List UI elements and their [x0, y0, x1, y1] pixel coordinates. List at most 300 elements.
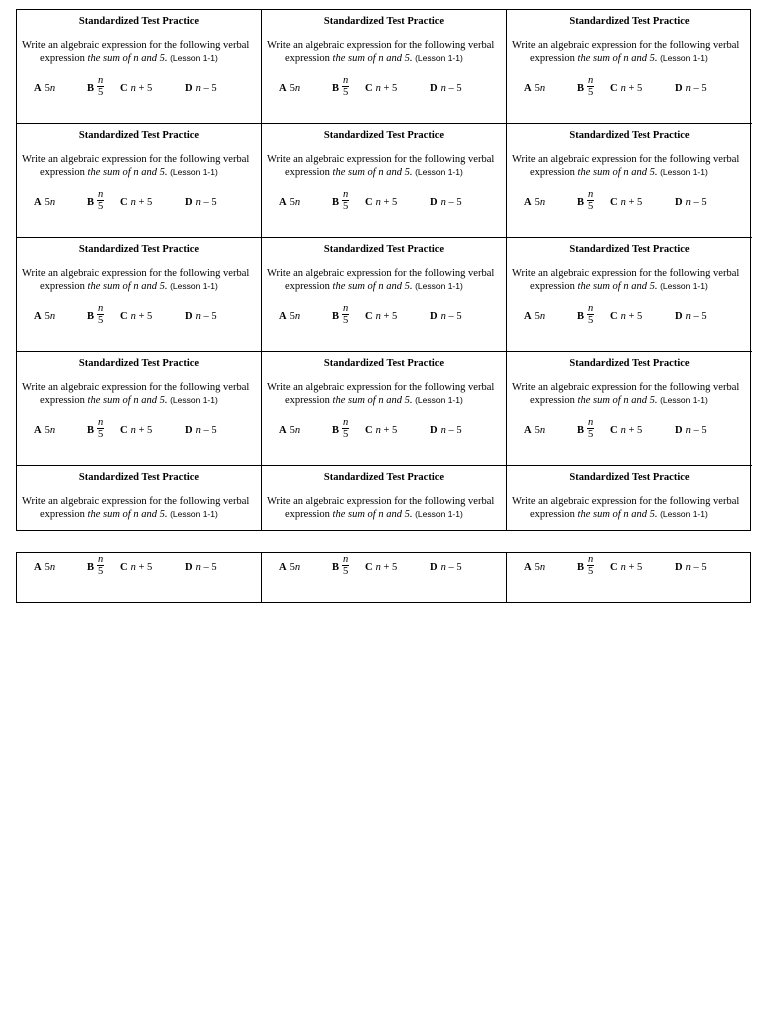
choice-c — [610, 562, 642, 573]
practice-card — [507, 466, 752, 530]
choice-a-var: n — [539, 562, 546, 573]
choice-c-rest: + 5 — [625, 83, 643, 94]
lesson-ref: (Lesson 1-1) — [415, 167, 463, 177]
practice-card — [17, 466, 262, 530]
choice-letter: C — [120, 197, 128, 208]
prompt-line2 — [512, 508, 748, 521]
choice-c — [365, 83, 397, 94]
answer-choices — [262, 304, 506, 332]
choice-a-coef: 5 — [534, 83, 540, 94]
choice-letter: D — [675, 311, 683, 322]
choice-letter: C — [120, 311, 128, 322]
card-grid — [16, 9, 751, 531]
fraction-numerator: n — [588, 554, 594, 565]
choice-a — [34, 83, 55, 94]
card-title: Standardized Test Practice — [323, 358, 445, 369]
choice-a-var: n — [294, 197, 301, 208]
choice-letter: A — [524, 83, 532, 94]
choice-letter: D — [675, 197, 683, 208]
prompt-line2 — [22, 166, 257, 179]
choice-b — [332, 417, 349, 440]
prompt-line1: Write an algebraic expression for the following verbal — [512, 40, 740, 51]
answer-choices — [507, 190, 752, 218]
choice-d-var: n — [685, 83, 691, 94]
choice-d-var: n — [195, 197, 201, 208]
answer-cell — [507, 553, 752, 602]
fraction-denominator: 5 — [588, 315, 594, 326]
choice-c-rest: + 5 — [135, 425, 153, 436]
choice-c-var: n — [620, 562, 626, 573]
answer-choices — [17, 190, 261, 218]
choice-a — [524, 425, 545, 436]
lesson-ref: (Lesson 1-1) — [660, 53, 708, 63]
choice-a-coef: 5 — [534, 562, 540, 573]
choice-letter: D — [185, 83, 193, 94]
choice-c-rest: + 5 — [380, 83, 398, 94]
fraction — [342, 417, 349, 440]
choice-letter: D — [430, 425, 438, 436]
choice-letter: C — [610, 83, 618, 94]
choice-c-rest: + 5 — [380, 197, 398, 208]
choice-a — [34, 311, 55, 322]
choice-d-rest: – 5 — [200, 311, 217, 322]
choice-d — [185, 197, 217, 208]
choice-d — [430, 83, 462, 94]
choice-b — [577, 189, 594, 212]
choice-letter: B — [577, 562, 585, 573]
fraction-denominator: 5 — [343, 315, 349, 326]
choice-c-var: n — [620, 425, 626, 436]
choice-c — [610, 425, 642, 436]
prompt-expression-word: expression — [285, 167, 333, 178]
answer-choices — [507, 418, 752, 446]
prompt-phrase: the sum of n and 5. — [332, 167, 413, 178]
choice-c-rest: + 5 — [135, 311, 153, 322]
lesson-ref: (Lesson 1-1) — [660, 167, 708, 177]
choice-a-coef: 5 — [289, 197, 295, 208]
choice-letter: D — [430, 311, 438, 322]
choice-d-var: n — [195, 83, 201, 94]
choice-letter: D — [675, 83, 683, 94]
choice-a — [279, 83, 300, 94]
choice-d-rest: – 5 — [200, 425, 217, 436]
choice-letter: A — [524, 562, 532, 573]
fraction — [97, 189, 104, 212]
answer-grid — [16, 552, 751, 603]
fraction — [342, 75, 349, 98]
choice-a-var: n — [294, 425, 301, 436]
answer-choices — [262, 190, 506, 218]
choice-letter: A — [34, 197, 42, 208]
practice-card — [17, 352, 262, 466]
choice-a-var: n — [294, 311, 301, 322]
fraction — [342, 189, 349, 212]
choice-letter: C — [120, 562, 128, 573]
card-title: Standardized Test Practice — [569, 358, 690, 369]
choice-letter: D — [185, 425, 193, 436]
lesson-ref: (Lesson 1-1) — [170, 167, 218, 177]
fraction-numerator: n — [343, 75, 349, 86]
choice-b — [87, 554, 104, 577]
choice-letter: C — [120, 83, 128, 94]
practice-card — [262, 124, 507, 238]
choice-letter: D — [185, 311, 193, 322]
choice-a — [524, 311, 545, 322]
lesson-ref: (Lesson 1-1) — [660, 281, 708, 291]
choice-c — [120, 425, 152, 436]
choice-letter: B — [577, 311, 585, 322]
question-text — [267, 154, 502, 179]
choice-letter: C — [610, 562, 618, 573]
answer-choices — [262, 418, 506, 446]
prompt-line1: Write an algebraic expression for the following verbal — [512, 382, 740, 393]
choice-a-var: n — [539, 197, 546, 208]
choice-a — [279, 425, 300, 436]
question-text — [512, 382, 748, 407]
fraction — [587, 75, 594, 98]
choice-c-var: n — [375, 311, 381, 322]
fraction — [97, 554, 104, 577]
choice-a — [524, 83, 545, 94]
choice-a-var: n — [49, 425, 56, 436]
choice-d-var: n — [685, 197, 691, 208]
practice-card — [262, 352, 507, 466]
question-text — [267, 496, 502, 521]
choice-d — [185, 311, 217, 322]
card-title: Standardized Test Practice — [78, 16, 200, 27]
prompt-expression-word: expression — [530, 281, 578, 292]
choice-d-rest: – 5 — [690, 197, 707, 208]
choice-c-var: n — [130, 425, 136, 436]
choice-d-rest: – 5 — [690, 311, 707, 322]
prompt-phrase: the sum of n and 5. — [332, 281, 413, 292]
practice-card — [507, 10, 752, 124]
fraction-denominator: 5 — [343, 87, 349, 98]
choice-c-var: n — [375, 562, 381, 573]
choice-d-rest: – 5 — [200, 562, 217, 573]
practice-card — [262, 238, 507, 352]
choice-letter: C — [365, 311, 373, 322]
fraction — [587, 303, 594, 326]
question-text — [22, 382, 257, 407]
choice-d-rest: – 5 — [445, 83, 462, 94]
prompt-expression-word: expression — [40, 509, 88, 520]
choice-c-var: n — [620, 83, 626, 94]
choice-d — [185, 425, 217, 436]
choice-a-coef: 5 — [289, 425, 295, 436]
prompt-line1: Write an algebraic expression for the following verbal — [267, 154, 495, 165]
answer-choices — [507, 76, 752, 104]
choice-letter: A — [279, 562, 287, 573]
question-text — [267, 40, 502, 65]
choice-a-coef: 5 — [534, 197, 540, 208]
choice-b — [332, 303, 349, 326]
fraction-denominator: 5 — [343, 201, 349, 212]
choice-a-coef: 5 — [44, 83, 50, 94]
prompt-expression-word: expression — [40, 281, 88, 292]
choice-letter: D — [185, 562, 193, 573]
choice-d — [675, 197, 707, 208]
choice-letter: C — [610, 197, 618, 208]
choice-a — [279, 311, 300, 322]
fraction-denominator: 5 — [588, 566, 594, 577]
choice-letter: D — [430, 83, 438, 94]
prompt-line2 — [512, 394, 748, 407]
choice-d — [430, 425, 462, 436]
choice-letter: D — [675, 425, 683, 436]
choice-c — [610, 83, 642, 94]
lesson-ref: (Lesson 1-1) — [415, 509, 463, 519]
fraction-numerator: n — [343, 417, 349, 428]
choice-d — [675, 311, 707, 322]
choice-letter: C — [120, 425, 128, 436]
choice-a-var: n — [49, 562, 56, 573]
practice-card — [17, 124, 262, 238]
choice-d — [430, 311, 462, 322]
choice-c-rest: + 5 — [135, 562, 153, 573]
choice-c-rest: + 5 — [135, 197, 153, 208]
prompt-expression-word: expression — [285, 53, 333, 64]
choice-d-var: n — [685, 425, 691, 436]
fraction-numerator: n — [588, 303, 594, 314]
choice-d — [430, 562, 462, 573]
prompt-expression-word: expression — [530, 509, 578, 520]
prompt-line1: Write an algebraic expression for the following verbal — [512, 268, 740, 279]
question-text — [22, 154, 257, 179]
prompt-phrase: the sum of n and 5. — [577, 53, 658, 64]
fraction-numerator: n — [588, 189, 594, 200]
fraction-denominator: 5 — [343, 566, 349, 577]
answer-choices — [262, 555, 506, 583]
fraction-denominator: 5 — [98, 566, 104, 577]
choice-a-coef: 5 — [44, 197, 50, 208]
fraction-numerator: n — [98, 554, 104, 565]
choice-d-rest: – 5 — [445, 562, 462, 573]
choice-c-rest: + 5 — [625, 311, 643, 322]
choice-c-rest: + 5 — [380, 425, 398, 436]
choice-a — [34, 197, 55, 208]
choice-d-rest: – 5 — [200, 83, 217, 94]
choice-letter: D — [185, 197, 193, 208]
question-text — [22, 40, 257, 65]
choice-c-var: n — [130, 562, 136, 573]
choice-d-var: n — [195, 311, 201, 322]
choice-letter: A — [279, 83, 287, 94]
card-title: Standardized Test Practice — [323, 130, 445, 141]
fraction-denominator: 5 — [588, 87, 594, 98]
choice-c-rest: + 5 — [625, 562, 643, 573]
fraction — [587, 189, 594, 212]
prompt-line2 — [22, 280, 257, 293]
choice-a-var: n — [49, 83, 56, 94]
choice-c — [365, 197, 397, 208]
prompt-phrase: the sum of n and 5. — [87, 509, 168, 520]
choice-d-rest: – 5 — [690, 425, 707, 436]
choice-c-var: n — [130, 197, 136, 208]
choice-letter: B — [87, 311, 95, 322]
choice-a-var: n — [49, 197, 56, 208]
card-title: Standardized Test Practice — [78, 244, 200, 255]
prompt-expression-word: expression — [285, 395, 333, 406]
prompt-expression-word: expression — [40, 395, 88, 406]
choice-c — [365, 311, 397, 322]
choice-a-var: n — [294, 562, 301, 573]
fraction-numerator: n — [343, 303, 349, 314]
choice-d-var: n — [685, 562, 691, 573]
card-title: Standardized Test Practice — [78, 472, 200, 483]
choice-letter: B — [577, 425, 585, 436]
lesson-ref: (Lesson 1-1) — [170, 395, 218, 405]
choice-a — [279, 197, 300, 208]
choice-c — [120, 197, 152, 208]
lesson-ref: (Lesson 1-1) — [170, 53, 218, 63]
choice-c — [365, 425, 397, 436]
question-text — [512, 268, 748, 293]
choice-letter: B — [87, 562, 95, 573]
choice-a — [279, 562, 300, 573]
choice-a-coef: 5 — [534, 311, 540, 322]
choice-d-rest: – 5 — [445, 197, 462, 208]
fraction — [97, 75, 104, 98]
choice-d — [185, 562, 217, 573]
choice-d-var: n — [440, 562, 446, 573]
prompt-phrase: the sum of n and 5. — [577, 167, 658, 178]
answer-cell — [17, 553, 262, 602]
choice-c-var: n — [375, 425, 381, 436]
prompt-phrase: the sum of n and 5. — [332, 509, 413, 520]
question-text — [512, 154, 748, 179]
choice-c — [120, 83, 152, 94]
practice-card — [17, 10, 262, 124]
choice-a-var: n — [49, 311, 56, 322]
practice-card — [17, 238, 262, 352]
prompt-line2 — [512, 280, 748, 293]
choice-b — [577, 554, 594, 577]
choice-letter: C — [365, 425, 373, 436]
question-text — [512, 496, 748, 521]
prompt-line2 — [22, 508, 257, 521]
choice-letter: C — [610, 311, 618, 322]
choice-letter: A — [279, 197, 287, 208]
choice-c-rest: + 5 — [625, 197, 643, 208]
practice-card — [507, 238, 752, 352]
choice-a-coef: 5 — [289, 83, 295, 94]
choice-letter: A — [34, 562, 42, 573]
lesson-ref: (Lesson 1-1) — [170, 509, 218, 519]
choice-letter: A — [279, 311, 287, 322]
prompt-line1: Write an algebraic expression for the following verbal — [22, 382, 250, 393]
card-title: Standardized Test Practice — [78, 358, 200, 369]
fraction-numerator: n — [588, 75, 594, 86]
choice-c-var: n — [130, 83, 136, 94]
choice-d-var: n — [195, 562, 201, 573]
choice-b — [87, 75, 104, 98]
practice-card — [262, 10, 507, 124]
choice-b — [577, 303, 594, 326]
choice-d-var: n — [440, 197, 446, 208]
fraction-denominator: 5 — [98, 429, 104, 440]
choice-letter: D — [430, 562, 438, 573]
choice-b — [87, 189, 104, 212]
answer-choices — [17, 555, 261, 583]
prompt-phrase: the sum of n and 5. — [87, 395, 168, 406]
prompt-line2 — [22, 394, 257, 407]
choice-d-var: n — [195, 425, 201, 436]
practice-card — [507, 124, 752, 238]
prompt-line2 — [22, 52, 257, 65]
choice-letter: B — [332, 197, 340, 208]
choice-d-var: n — [440, 83, 446, 94]
prompt-line2 — [267, 52, 502, 65]
choice-b — [332, 554, 349, 577]
lesson-ref: (Lesson 1-1) — [415, 395, 463, 405]
prompt-line1: Write an algebraic expression for the following verbal — [22, 154, 250, 165]
card-title: Standardized Test Practice — [78, 130, 200, 141]
choice-d-rest: – 5 — [445, 425, 462, 436]
choice-a-var: n — [539, 83, 546, 94]
prompt-line1: Write an algebraic expression for the following verbal — [267, 382, 495, 393]
choice-b — [87, 417, 104, 440]
choice-letter: B — [577, 197, 585, 208]
fraction — [97, 417, 104, 440]
prompt-expression-word: expression — [285, 509, 333, 520]
choice-a — [524, 197, 545, 208]
choice-c — [610, 311, 642, 322]
choice-c-var: n — [375, 197, 381, 208]
choice-c — [610, 197, 642, 208]
prompt-line1: Write an algebraic expression for the following verbal — [22, 268, 250, 279]
choice-c — [120, 562, 152, 573]
prompt-line1: Write an algebraic expression for the following verbal — [267, 496, 495, 507]
choice-letter: B — [87, 83, 95, 94]
prompt-line2 — [267, 394, 502, 407]
lesson-ref: (Lesson 1-1) — [170, 281, 218, 291]
fraction-numerator: n — [98, 417, 104, 428]
answer-choices — [17, 76, 261, 104]
prompt-expression-word: expression — [530, 53, 578, 64]
choice-a-coef: 5 — [44, 562, 50, 573]
choice-d-var: n — [440, 311, 446, 322]
fraction-numerator: n — [588, 417, 594, 428]
prompt-line2 — [267, 166, 502, 179]
fraction-denominator: 5 — [343, 429, 349, 440]
prompt-line2 — [267, 508, 502, 521]
choice-b — [332, 75, 349, 98]
choice-b — [577, 75, 594, 98]
fraction — [587, 417, 594, 440]
prompt-phrase: the sum of n and 5. — [87, 53, 168, 64]
choice-a-var: n — [539, 311, 546, 322]
prompt-phrase: the sum of n and 5. — [577, 395, 658, 406]
choice-d-rest: – 5 — [690, 562, 707, 573]
choice-a-coef: 5 — [289, 562, 295, 573]
choice-a — [34, 425, 55, 436]
choice-letter: A — [524, 197, 532, 208]
choice-d — [675, 425, 707, 436]
question-text — [267, 382, 502, 407]
choice-d-var: n — [440, 425, 446, 436]
prompt-expression-word: expression — [40, 167, 88, 178]
choice-letter: C — [610, 425, 618, 436]
choice-d — [185, 83, 217, 94]
choice-a-coef: 5 — [534, 425, 540, 436]
choice-c-var: n — [375, 83, 381, 94]
question-text — [512, 40, 748, 65]
card-title: Standardized Test Practice — [323, 16, 445, 27]
fraction — [342, 554, 349, 577]
question-text — [267, 268, 502, 293]
card-title: Standardized Test Practice — [569, 130, 690, 141]
